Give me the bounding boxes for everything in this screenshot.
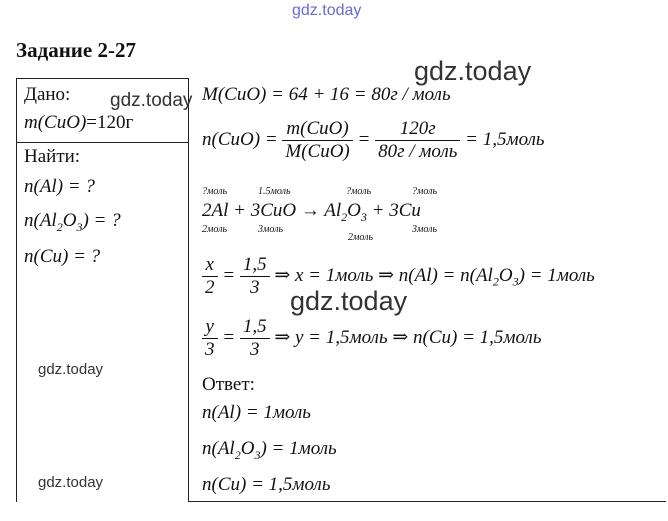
find-label: Найти: (24, 146, 81, 167)
answer-al: n(Al) = 1моль (202, 402, 311, 423)
given-mass-lhs: m(CuO) (24, 112, 87, 133)
proportion-y-result: ⇒ y = 1,5моль ⇒ n(Cu) = 1,5моль (274, 326, 542, 348)
fraction-num: m(CuO) (282, 118, 352, 141)
reaction-below-1: 2моль (202, 224, 228, 235)
answer-al2o3-a: n(Al (202, 438, 235, 459)
find-item-cu: n(Cu) = ? (24, 246, 101, 267)
reaction-sub: 3 (360, 209, 367, 224)
fraction-num: 1,5 (240, 254, 270, 277)
find-item-al2o3: $n(Al_2O_3)$ = ? (24, 210, 121, 234)
proportion-x-o: O (498, 264, 513, 286)
watermark: gdz.today (38, 361, 104, 378)
fraction (240, 316, 270, 361)
given-mass (24, 112, 133, 134)
answer-label: Ответ: (202, 374, 255, 395)
fraction-den: 3 (249, 339, 260, 360)
find-item-al2o3-c: ) = ? (82, 210, 121, 231)
answer-al2o3-b: O (240, 438, 255, 459)
table-divider (16, 142, 188, 143)
reaction-left: 2Al + 3CuO → Al (202, 200, 342, 221)
fraction-den: 80г / моль (378, 141, 458, 162)
answer-al2o3: $n(Al_2O_3)$ = 1моль (202, 438, 337, 462)
reaction-right: + 3Cu (366, 200, 421, 221)
reaction-above-1: ?моль (202, 186, 228, 197)
proportion-x-result: ⇒ x = 1моль ⇒ n(Al) = n(Al (274, 264, 493, 286)
fraction (240, 254, 270, 299)
watermark: gdz.today (290, 286, 408, 316)
fraction-num: 1,5 (240, 316, 270, 339)
reaction-below-4: 3моль (412, 224, 438, 235)
watermark: gdz.today (414, 56, 532, 86)
watermark: gdz.today (292, 2, 362, 19)
reaction-o: O (347, 200, 361, 221)
given-label: Дано: (24, 84, 71, 105)
fraction (202, 316, 218, 361)
given-mass-rhs: =120г (86, 112, 134, 133)
fraction-den: 3 (205, 339, 215, 360)
watermark: gdz.today (110, 90, 193, 111)
fraction-den: 3 (249, 277, 260, 298)
molar-mass-line: M(CuO) = 64 + 16 = 80г / моль (202, 84, 451, 105)
fraction (282, 118, 352, 163)
reaction-below-3: 2моль (348, 232, 374, 243)
find-item-al2o3-a: n(Al (24, 210, 57, 231)
proportion-x-end: ) = 1моль (518, 264, 595, 286)
fraction (202, 254, 218, 299)
moles-cuo-result: = 1,5моль (465, 128, 545, 150)
fraction (375, 118, 460, 163)
equals: = (222, 326, 236, 348)
fraction-num: x (202, 254, 218, 277)
answer-al2o3-c: ) = 1моль (260, 438, 337, 459)
reaction-sub: 2 (341, 209, 348, 224)
moles-cuo-lhs: n(CuO) = (202, 128, 278, 150)
fraction-num: 120г (375, 118, 460, 141)
reaction-above-3: ?моль (346, 186, 372, 197)
find-item-al: n(Al) = ? (24, 176, 95, 197)
proportion-y (202, 316, 542, 361)
task-title: Задание 2-27 (16, 38, 136, 62)
table-border (188, 501, 666, 502)
answer-cu: n(Cu) = 1,5моль (202, 474, 331, 495)
reaction-equation (202, 200, 421, 225)
reaction-above-2: 1.5моль (258, 186, 291, 197)
fraction-num: y (202, 316, 218, 339)
watermark: gdz.today (38, 474, 104, 491)
table-border (16, 78, 188, 79)
proportion-x: $\frac{x}{2}$ = $\frac{1,5}{3}$ ⇒ x = 1моль ⇒ $n(Al) = n(Al_2O_3)$ = 1моль (202, 254, 595, 299)
fraction-den: M(CuO) (285, 141, 350, 162)
equals: = (357, 128, 371, 150)
reaction-above-4: ?моль (412, 186, 438, 197)
moles-cuo-line (202, 118, 545, 163)
table-divider (188, 78, 189, 502)
fraction-den: 2 (205, 277, 215, 298)
find-item-al2o3-b: O (62, 210, 77, 231)
reaction-below-2: 3моль (258, 224, 284, 235)
equals: = (222, 264, 236, 286)
